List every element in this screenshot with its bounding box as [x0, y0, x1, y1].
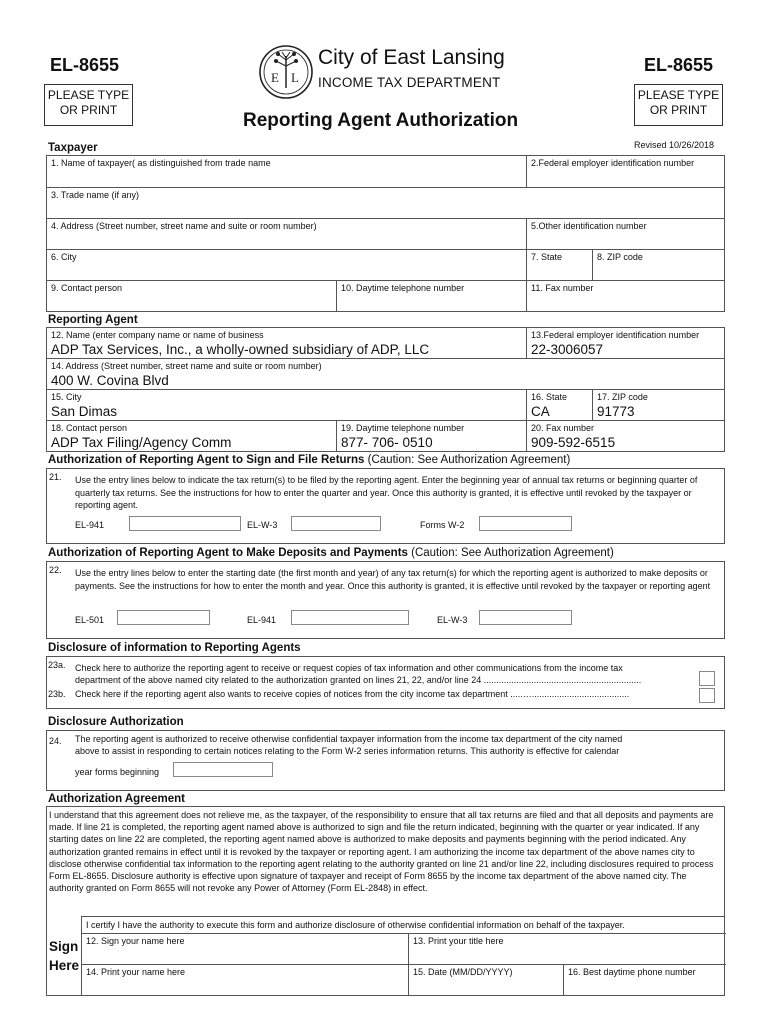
taxpayer-address-field[interactable]	[47, 219, 527, 250]
sign-row-1	[82, 933, 726, 965]
form-number-right: EL-8655	[644, 55, 714, 75]
sec22-heading-caution: (Caution: See Authorization Agreement)	[407, 547, 614, 559]
agent-heading: Reporting Agent	[48, 314, 138, 326]
field-label: 3. Trade name (if any)	[51, 190, 140, 200]
field-label: 14. Address (Street number, street name and suite or room number)	[51, 361, 322, 371]
please-type-text: PLEASE TYPE	[47, 88, 130, 102]
sec23a-text-2: department of the above named city related to the authorization granted on lines 21, 22, and/or line 24 ...............................................................	[75, 675, 642, 685]
agent-city-value: San Dimas	[51, 404, 118, 419]
sec24-text: The reporting agent is authorized to receive otherwise confidential taxpayer information from the income tax department of the city named	[75, 734, 623, 744]
agent-city-field[interactable]	[47, 390, 527, 421]
el941-deposit-input[interactable]	[291, 610, 409, 625]
field-label: 8. ZIP code	[597, 252, 643, 262]
agent-fein-value: 22-3006057	[531, 342, 604, 357]
sec21-heading	[48, 454, 570, 466]
title-field[interactable]	[409, 934, 725, 965]
signature-field[interactable]	[82, 934, 409, 965]
agent-address-value: 400 W. Covina Blvd	[51, 373, 169, 388]
agent-phone-field[interactable]	[337, 421, 527, 452]
el941-input[interactable]	[129, 516, 241, 531]
field-label: 7. State	[531, 252, 563, 262]
taxpayer-fax-field[interactable]	[527, 281, 725, 312]
sec24-heading: Disclosure Authorization	[48, 716, 184, 728]
sec21-heading-caution: (Caution: See Authorization Agreement)	[364, 454, 571, 466]
sec23a-text: Check here to authorize the reporting agent to receive or request copies of tax information and other communications from the income tax	[75, 663, 623, 673]
agent-contact-value: ADP Tax Filing/Agency Comm	[51, 435, 232, 450]
line-number: 21.	[49, 472, 62, 482]
taxpayer-grid	[46, 155, 725, 312]
agent-address-field[interactable]	[47, 359, 725, 390]
agent-state-field[interactable]	[527, 390, 593, 421]
sec23a-checkbox[interactable]	[699, 671, 715, 686]
el941-label: EL-941	[247, 615, 277, 625]
sign-row-2	[82, 965, 726, 996]
trade-name-field[interactable]	[47, 188, 725, 219]
here-word: Here	[49, 958, 80, 973]
sec23b-text: Check here if the reporting agent also wants to receive copies of notices from the city income tax department .....….......................................	[75, 689, 630, 699]
field-label: 13.Federal employer identification number	[531, 330, 700, 340]
agreement-text: I understand that this agreement does not relieve me, as the taxpayer, of the responsibility to ensure that all tax returns are filed and that all deposits and payments are made. If line 21 is completed, the reporting agent named above is authorized to sign and file the return indicated, beginning with the quarter or year indicated. If any starting dates on line 22 are completed, the reporting agent named above is authorized to make deposits and payments beginning with the period indicated. Any authorization granted remains in effect until it is revoked by the taxpayer or reporting agent. I am authorizing the income tax department of the above names city to disclose otherwise confidential tax information to the reporting agent relating to the authority granted on line 21 and/or line 22, including disclosures required to process Form EL-8655. Disclosure authority is effective upon signature of taxpayer and receipt of Form 8655 by the income tax department of the above named city. The authority granted on Form 8655 will not revoke any Power of Attorney (Form EL-2848) in effect.	[49, 810, 714, 894]
please-type-text: PLEASE TYPE	[637, 88, 720, 102]
field-label: 12. Sign your name here	[86, 936, 185, 946]
sec22-heading	[48, 547, 614, 559]
line-number: 23b.	[48, 689, 66, 699]
sign-word: Sign	[49, 939, 79, 954]
taxpayer-heading: Taxpayer	[48, 142, 98, 154]
date-field[interactable]	[409, 965, 564, 996]
taxpayer-state-field[interactable]	[527, 250, 593, 281]
form-number-left: EL-8655	[50, 55, 120, 75]
sec24-year-input[interactable]	[173, 762, 273, 777]
field-label: 15. Date (MM/DD/YYYY)	[413, 967, 513, 977]
or-print-text: OR PRINT	[59, 103, 118, 117]
sec23b-checkbox[interactable]	[699, 688, 715, 703]
el501-label: EL-501	[75, 615, 105, 625]
w2-input[interactable]	[479, 516, 572, 531]
city-name: City of East Lansing	[318, 46, 505, 69]
taxpayer-name-field[interactable]	[47, 156, 527, 188]
sec24-text-2: above to assist in responding to certain notices relating to the Form W-2 series information returns. This authority is effective for calendar	[75, 746, 620, 756]
sec24-year-label: year forms beginning	[75, 767, 160, 777]
elw3-deposit-input[interactable]	[479, 610, 572, 625]
agent-state-value: CA	[531, 404, 550, 419]
field-label: 12. Name (enter company name or name of business	[51, 330, 264, 340]
agent-name-field[interactable]	[47, 328, 527, 359]
sec24-box	[46, 730, 725, 791]
agent-fax-value: 909-592-6515	[531, 435, 616, 450]
please-type-box-right	[634, 84, 723, 126]
revised-date: Revised 10/26/2018	[634, 140, 715, 150]
sec22-instructions: Use the entry lines below to enter the starting date (the first month and year) of any tax return(s) for which the reporting agent is authorized to make deposits or payments. See the instructions for how to enter the month and year. Once this authority is granted, it is effective until revoked by the taxpayer or reporting agent	[75, 568, 711, 591]
field-label: 11. Fax number	[531, 283, 594, 293]
el501-input[interactable]	[117, 610, 210, 625]
field-label: 16. State	[531, 392, 568, 402]
sec22-box	[46, 561, 725, 639]
field-label: 15. City	[51, 392, 82, 402]
elw3-input[interactable]	[291, 516, 381, 531]
department-name: INCOME TAX DEPARTMENT	[318, 75, 501, 90]
taxpayer-zip-field[interactable]	[593, 250, 725, 281]
line-number: 24.	[49, 736, 62, 746]
sec23-box	[46, 656, 725, 709]
el941-label: EL-941	[75, 520, 105, 530]
city-seal-icon	[258, 44, 314, 100]
svg-text:E: E	[271, 70, 279, 85]
agreement-box	[46, 806, 725, 996]
phone-field[interactable]	[564, 965, 725, 996]
field-label: 13. Print your title here	[413, 936, 504, 946]
sec22-heading-bold: Authorization of Reporting Agent to Make Deposits and Payments	[48, 547, 408, 559]
sec21-heading-bold: Authorization of Reporting Agent to Sign and File Returns	[48, 454, 365, 466]
agent-zip-value: 91773	[597, 404, 635, 419]
field-label: 19. Daytime telephone number	[341, 423, 465, 433]
field-label: 18. Contact person	[51, 423, 128, 433]
field-label: 17. ZIP code	[597, 392, 648, 402]
other-id-field[interactable]	[527, 219, 725, 250]
sec21-instructions: Use the entry lines below to indicate the tax return(s) to be filed by the reporting agent. Enter the beginning year of annual tax returns or beginning quarter of quarterly tax returns. See the instructions for how to enter the quarter and year. Once this authority is granted, it is effective until revoked by the taxpayer or reporting agent.	[75, 475, 698, 510]
field-label: 1. Name of taxpayer( as distinguished from trade name	[51, 158, 271, 168]
field-label: 2.Federal employer identification number	[531, 158, 695, 168]
w2-label: Forms W-2	[420, 520, 465, 530]
field-label: 6. City	[51, 252, 77, 262]
please-type-box-left	[44, 84, 133, 126]
agent-fein-field[interactable]	[527, 328, 725, 359]
taxpayer-fein-field[interactable]	[527, 156, 725, 188]
taxpayer-phone-field[interactable]	[337, 281, 527, 312]
field-label: 5.Other identification number	[531, 221, 647, 231]
taxpayer-city-field[interactable]	[47, 250, 527, 281]
elw3-label: EL-W-3	[437, 615, 468, 625]
taxpayer-contact-field[interactable]	[47, 281, 337, 312]
elw3-label: EL-W-3	[247, 520, 278, 530]
agent-phone-value: 877- 706- 0510	[341, 435, 433, 450]
print-name-field[interactable]	[82, 965, 409, 996]
agent-fax-field[interactable]	[527, 421, 725, 452]
field-label: 14. Print your name here	[86, 967, 186, 977]
agent-grid	[46, 327, 725, 452]
sign-area	[81, 916, 725, 996]
sec21-box	[46, 468, 725, 544]
agent-name-value: ADP Tax Services, Inc., a wholly-owned subsidiary of ADP, LLC	[51, 342, 430, 357]
agent-contact-field[interactable]	[47, 421, 337, 452]
field-label: 10. Daytime telephone number	[341, 283, 465, 293]
field-label: 9. Contact person	[51, 283, 123, 293]
agreement-heading: Authorization Agreement	[48, 793, 185, 805]
field-label: 20. Fax number	[531, 423, 595, 433]
form-title: Reporting Agent Authorization	[243, 110, 519, 131]
sign-here-label	[49, 937, 79, 975]
or-print-text: OR PRINT	[649, 103, 708, 117]
field-label: 4. Address (Street number, street name and suite or room number)	[51, 221, 317, 231]
sec23-heading: Disclosure of information to Reporting Agents	[48, 642, 301, 654]
line-number: 22.	[49, 565, 62, 575]
field-label: 16. Best daytime phone number	[568, 967, 696, 977]
certify-text: I certify I have the authority to execute this form and authorize disclosure of otherwise confidential information on behalf of the taxpayer.	[86, 920, 625, 930]
svg-text:L: L	[291, 70, 299, 85]
line-number: 23a.	[48, 660, 66, 670]
agent-zip-field[interactable]	[593, 390, 725, 421]
